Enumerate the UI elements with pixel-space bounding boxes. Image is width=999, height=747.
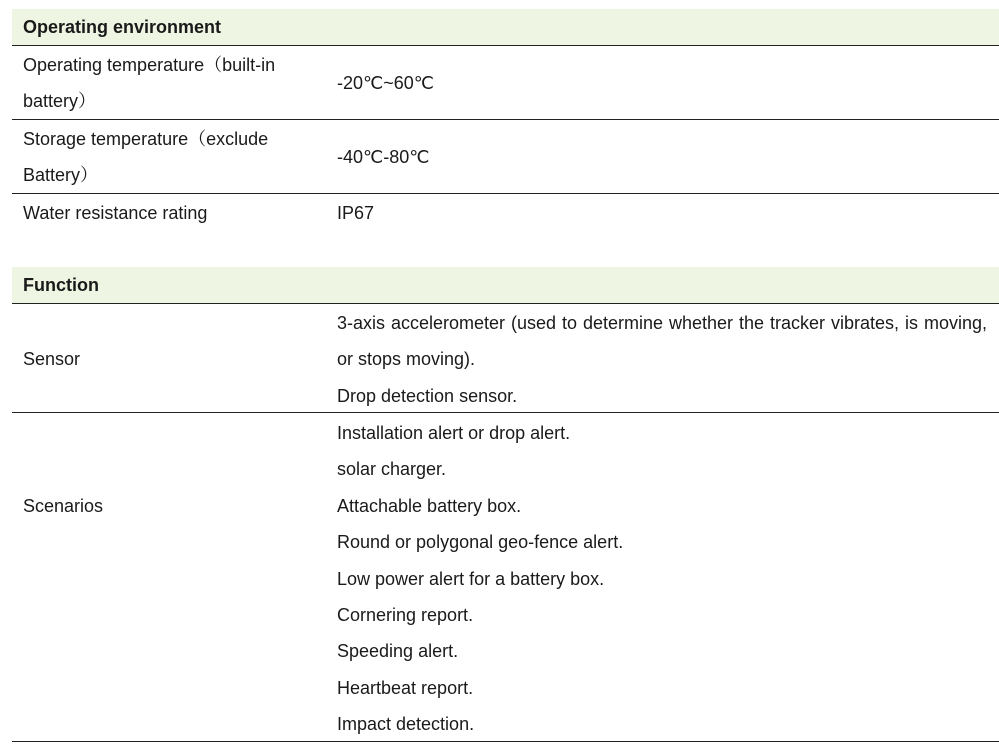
scenario-item: Impact detection. xyxy=(337,714,475,734)
scenario-item: solar charger. xyxy=(337,459,447,479)
row-divider xyxy=(12,193,999,194)
water-resistance-label: Water resistance rating xyxy=(23,203,208,223)
row-divider xyxy=(12,119,999,120)
scenario-item: Low power alert for a battery box. xyxy=(337,569,605,589)
section-header-operating-environment: Operating environment xyxy=(12,9,999,46)
scenario-item: Cornering report. xyxy=(337,605,474,625)
operating-temperature-value: -20℃~60℃ xyxy=(337,73,434,93)
scenario-item: Heartbeat report. xyxy=(337,678,474,698)
storage-temperature-label: Storage temperature（exclude Battery） xyxy=(23,129,269,185)
scenario-item: Speeding alert. xyxy=(337,641,459,661)
sensor-label: Sensor xyxy=(23,349,81,369)
row-divider xyxy=(12,412,999,413)
section-header-function: Function xyxy=(12,267,999,304)
scenario-item: Round or polygonal geo-fence alert. xyxy=(337,532,624,552)
scenario-item: Attachable battery box. xyxy=(337,496,522,516)
water-resistance-value: IP67 xyxy=(337,203,375,223)
scenario-item: Installation alert or drop alert. xyxy=(337,423,571,443)
storage-temperature-value: -40℃-80℃ xyxy=(337,147,430,167)
sensor-drop-detection: Drop detection sensor. xyxy=(337,386,518,406)
row-divider xyxy=(12,741,999,742)
sensor-description: 3-axis accelerometer (used to determine whether the tracker vibrates, is moving, or stops moving). xyxy=(337,313,987,369)
scenarios-label: Scenarios xyxy=(23,496,104,516)
operating-temperature-label: Operating temperature（built-in battery） xyxy=(23,55,276,111)
